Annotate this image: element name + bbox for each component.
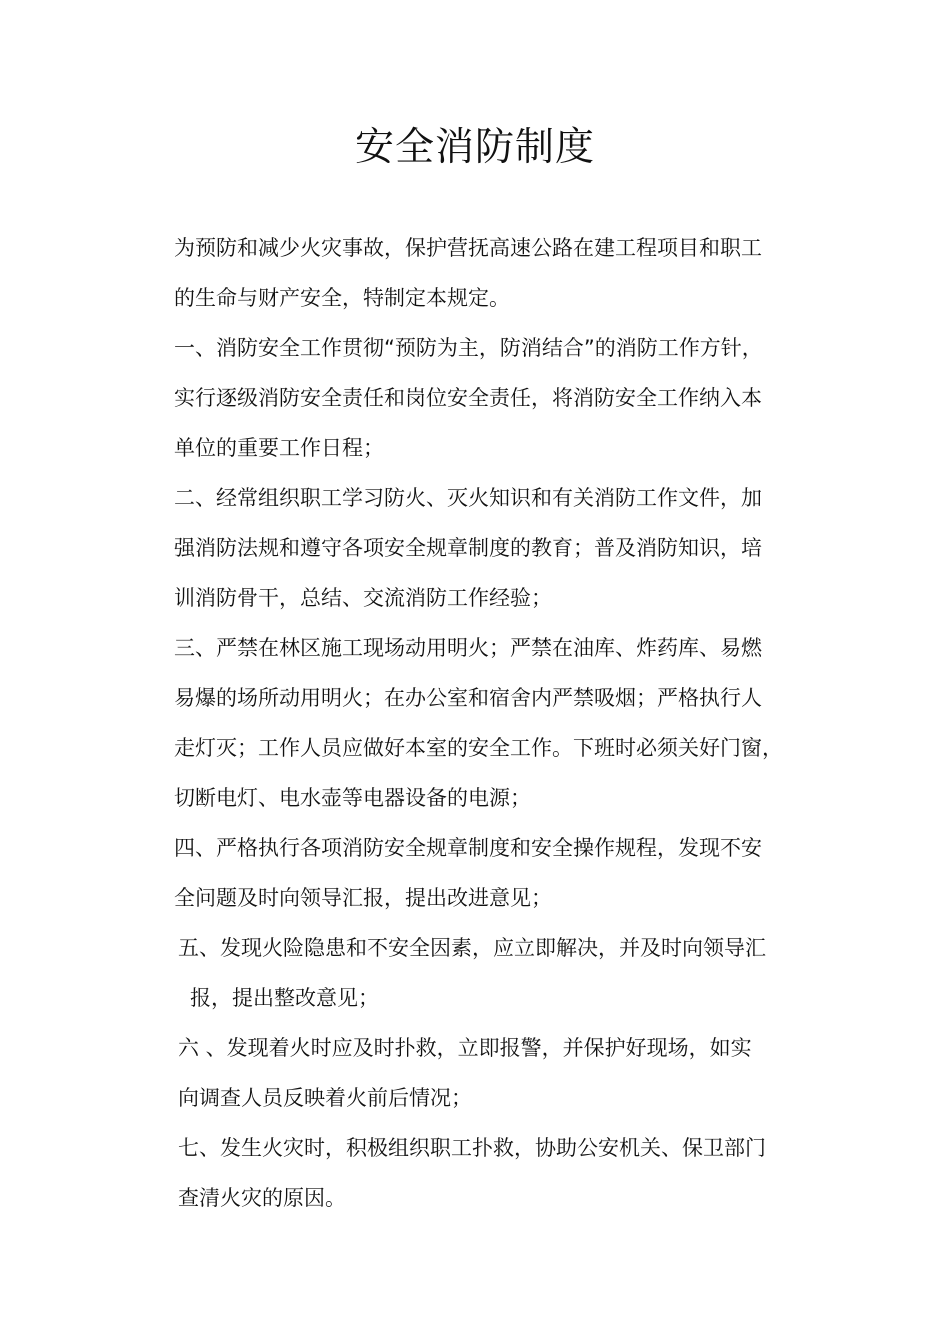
text-line: 实行逐级消防安全责任和岗位安全责任，将消防安全工作纳入本 — [174, 386, 762, 410]
text-line: 全问题及时向领导汇报，提出改进意见； — [174, 886, 552, 910]
text-line: 五、发现火险隐患和不安全因素，应立即解决，并及时向领导汇 — [178, 936, 766, 960]
text-line: 报，提出整改意见； — [190, 986, 379, 1010]
text-line: 四、严格执行各项消防安全规章制度和安全操作规程，发现不安 — [174, 836, 762, 860]
text-line: 查清火灾的原因。 — [178, 1186, 346, 1210]
text-line: 走灯灭；工作人员应做好本室的安全工作。下班时必须关好门窗， — [174, 736, 783, 760]
document-title: 安全消防制度 — [354, 125, 595, 170]
text-line: 二、经常组织职工学习防火、灭火知识和有关消防工作文件，加 — [174, 486, 762, 510]
text-line: 易爆的场所动用明火；在办公室和宿舍内严禁吸烟；严格执行人 — [174, 686, 762, 710]
text-line: 的生命与财产安全，特制定本规定。 — [174, 286, 510, 310]
text-line: 为预防和减少火灾事故，保护营抚高速公路在建工程项目和职工 — [174, 236, 762, 260]
text-line: 一、消防安全工作贯彻“预防为主，防消结合”的消防工作方针， — [174, 336, 763, 360]
text-line: 训消防骨干，总结、交流消防工作经验； — [174, 586, 552, 610]
text-line: 三、严禁在林区施工现场动用明火；严禁在油库、炸药库、易燃 — [174, 636, 762, 660]
text-line: 强消防法规和遵守各项安全规章制度的教育；普及消防知识，培 — [174, 536, 762, 560]
text-line: 向调查人员反映着火前后情况； — [178, 1086, 472, 1110]
text-line: 单位的重要工作日程； — [174, 436, 384, 460]
text-line: 切断电灯、电水壶等电器设备的电源； — [174, 786, 531, 810]
text-line: 六 、发现着火时应及时扑救，立即报警，并保护好现场，如实 — [178, 1036, 752, 1060]
text-line: 七、发生火灾时，积极组织职工扑救，协助公安机关、保卫部门 — [178, 1136, 766, 1160]
